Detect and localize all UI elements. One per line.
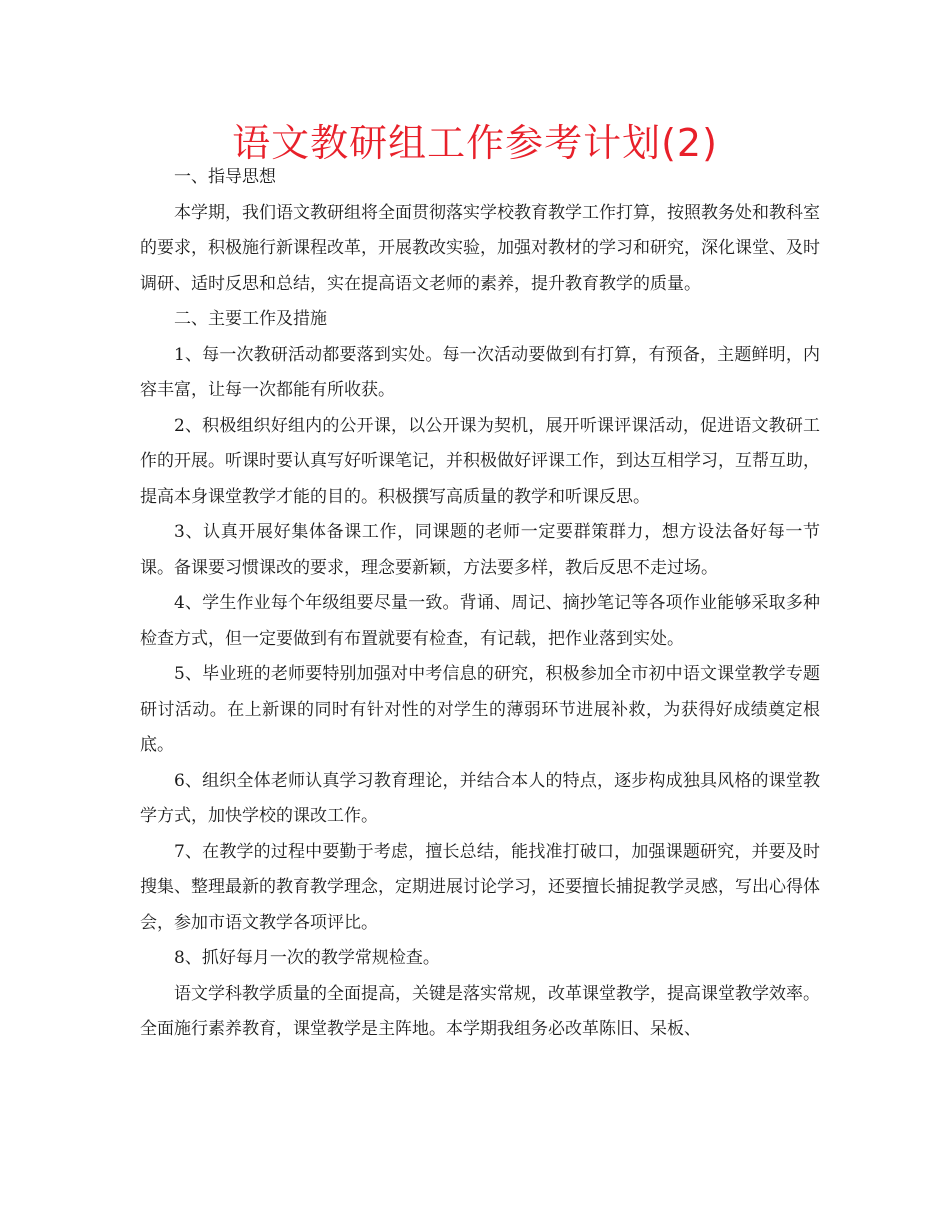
- list-item: 2、积极组织好组内的公开课，以公开课为契机，展开听课评课活动，促进语文教研工作的开展。听课时要认真写好听课笔记，并积极做好评课工作，到达互相学习，互帮互助，提高本身课堂教学才能的目的。积极撰写高质量的教学和听课反思。: [140, 415, 820, 507]
- list-item: 8、抓好每月一次的教学常规检查。: [174, 948, 440, 968]
- list-item: 6、组织全体老师认真学习教育理论，并结合本人的特点，逐步构成独具风格的课堂教学方式，加快学校的课改工作。: [140, 770, 820, 826]
- section-heading-guiding-thought: 一、指导思想: [174, 167, 276, 187]
- paragraph: 语文学科教学质量的全面提高，关键是落实常规，改革课堂教学，提高课堂教学效率。全面施行素养教育，课堂教学是主阵地。本学期我组务必改革陈旧、呆板、: [140, 983, 820, 1039]
- list-item: 7、在教学的过程中要勤于考虑，擅长总结，能找准打破口，加强课题研究，并要及时搜集、整理最新的教育教学理念，定期进展讨论学习，还要擅长捕捉教学灵感，写出心得体会，参加市语文教学各项评比。: [140, 841, 820, 933]
- paragraph: 本学期，我们语文教研组将全面贯彻落实学校教育教学工作打算，按照教务处和教科室的要求，积极施行新课程改革，开展教改实验，加强对教材的学习和研究，深化课堂、及时调研、适时反思和总结，实在提高语文老师的素养，提升教育教学的质量。: [140, 202, 820, 294]
- section-heading-main-work: 二、主要工作及措施: [174, 309, 327, 329]
- document-body: [140, 160, 820, 1048]
- list-item: 5、毕业班的老师要特别加强对中考信息的研究，积极参加全市初中语文课堂教学专题研讨活动。在上新课的同时有针对性的对学生的薄弱环节进展补救，为获得好成绩奠定根底。: [140, 664, 820, 755]
- document-title: 语文教研组工作参考计划(2): [232, 121, 718, 165]
- list-item: 1、每一次教研活动都要落到实处。每一次活动要做到有打算，有预备，主题鲜明，内容丰富，让每一次都能有所收获。: [140, 344, 820, 400]
- list-item: 4、学生作业每个年级组要尽量一致。背诵、周记、摘抄笔记等各项作业能够采取多种检查方式，但一定要做到有布置就要有检查，有记载，把作业落到实处。: [140, 593, 820, 649]
- list-item: 3、认真开展好集体备课工作，同课题的老师一定要群策群力，想方设法备好每一节课。备课要习惯课改的要求，理念要新颖，方法要多样，教后反思不走过场。: [140, 522, 820, 578]
